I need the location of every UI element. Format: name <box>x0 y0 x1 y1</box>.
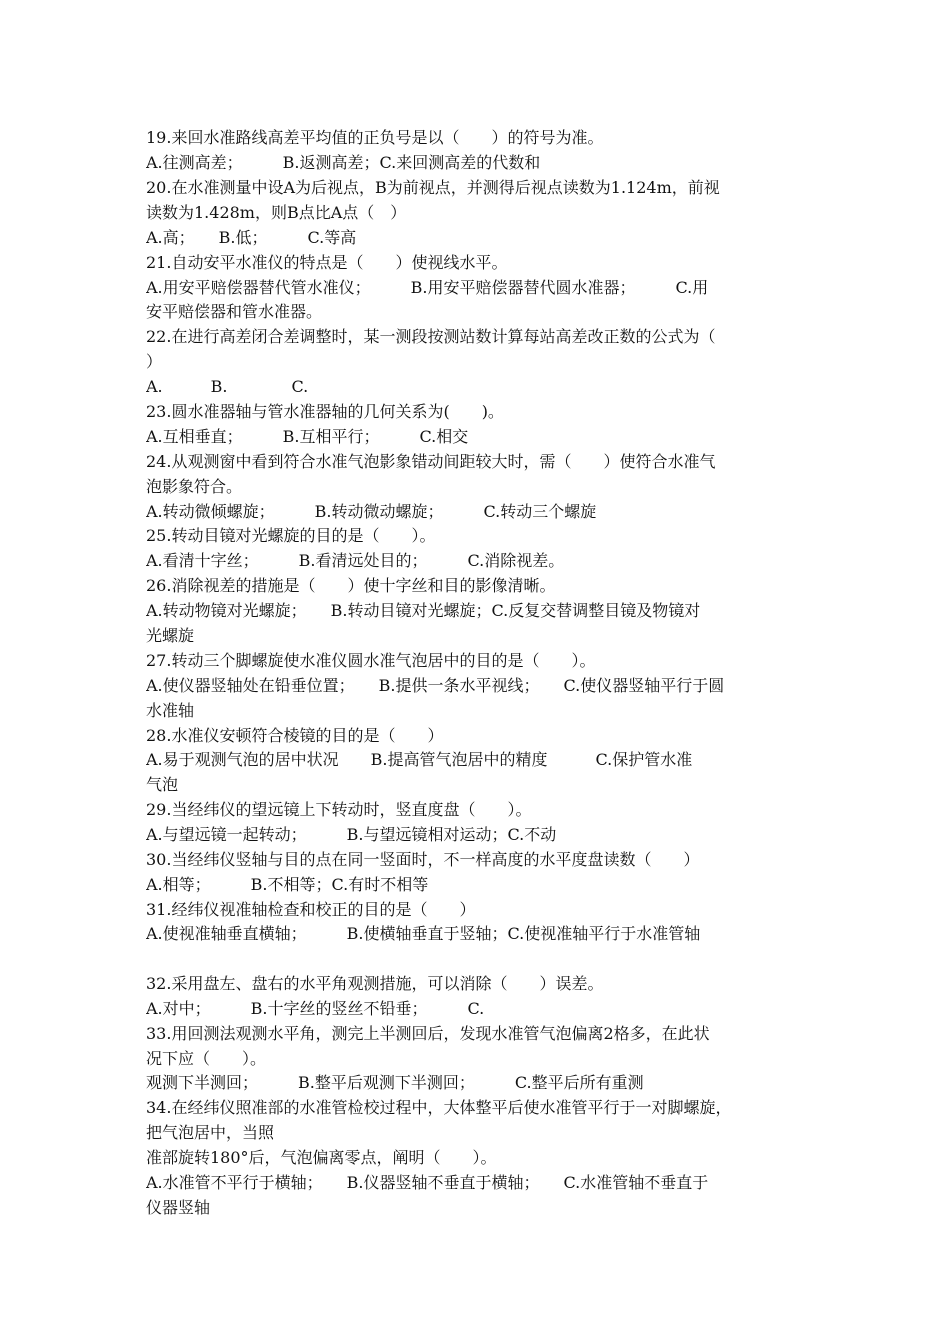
text-line: A.易于观测气泡的居中状况 B.提高管气泡居中的精度 C.保护管水准 <box>146 750 693 769</box>
text-line: A.互相垂直； B.互相平行； C.相交 <box>146 427 469 446</box>
text-line: A.转动微倾螺旋； B.转动微动螺旋； C.转动三个螺旋 <box>146 502 597 521</box>
text-line: A.转动物镜对光螺旋； B.转动目镜对光螺旋；C.反复交替调整目镜及物镜对 <box>146 601 701 620</box>
text-line: 30.当经纬仪竖轴与目的点在同一竖面时，不一样高度的水平度盘读数（ ） <box>146 850 700 869</box>
text-line: 水准轴 <box>146 701 195 720</box>
text-line: 34.在经纬仪照准部的水准管检校过程中，大体整平后使水准管平行于一对脚螺旋， <box>146 1098 732 1117</box>
text-line: 泡影象符合。 <box>146 477 243 496</box>
text-line: A.使仪器竖轴处在铅垂位置； B.提供一条水平视线； C.使仪器竖轴平行于圆 <box>146 676 725 695</box>
text-line: 安平赔偿器和管水准器。 <box>146 302 323 321</box>
text-line: 26.消除视差的措施是（ ）使十字丝和目的影像清晰。 <box>146 576 556 595</box>
text-line: 观测下半测回； B.整平后观测下半测回； C.整平后所有重测 <box>146 1073 644 1092</box>
text-line: 31.经纬仪视准轴检查和校正的目的是（ ） <box>146 900 476 919</box>
text-line: 32.采用盘左、盘右的水平角观测措施，可以消除（ ）误差。 <box>146 974 604 993</box>
text-line: 准部旋转180°后，气泡偏离零点，阐明（ ）。 <box>146 1148 497 1167</box>
text-line: 况下应（ ）。 <box>146 1049 267 1068</box>
text-line: 气泡 <box>146 775 179 794</box>
text-line: 25.转动目镜对光螺旋的目的是（ ）。 <box>146 526 436 545</box>
text-line: 21.自动安平水准仪的特点是（ ）使视线水平。 <box>146 253 508 272</box>
text-line: A.相等； B.不相等；C.有时不相等 <box>146 875 429 894</box>
text-line: A.水准管不平行于横轴； B.仪器竖轴不垂直于横轴； C.水准管轴不垂直于 <box>146 1173 709 1192</box>
text-line: 29.当经纬仪的望远镜上下转动时，竖直度盘（ ）。 <box>146 800 532 819</box>
text-line: A.看清十字丝； B.看清远处目的； C.消除视差。 <box>146 551 565 570</box>
text-line: ） <box>146 352 163 371</box>
text-line: A.对中； B.十字丝的竖丝不铅垂； C. <box>146 999 485 1018</box>
text-line: 24.从观测窗中看到符合水准气泡影象错动间距较大时，需（ ）使符合水准气 <box>146 452 716 471</box>
text-line: 20.在水准测量中设A为后视点，B为前视点，并测得后视点读数为1.124m，前视 <box>146 178 720 197</box>
text-line: A.与望远镜一起转动； B.与望远镜相对运动；C.不动 <box>146 825 557 844</box>
text-line: 28.水准仪安顿符合棱镜的目的是（ ） <box>146 726 444 745</box>
text-line: A.使视准轴垂直横轴； B.使横轴垂直于竖轴；C.使视准轴平行于水准管轴 <box>146 924 701 943</box>
text-line: 22.在进行高差闭合差调整时，某一测段按测站数计算每站高差改正数的公式为（ <box>146 327 716 346</box>
text-line: A.用安平赔偿器替代管水准仪； B.用安平赔偿器替代圆水准器； C.用 <box>146 278 709 297</box>
text-line: 33.用回测法观测水平角，测完上半测回后，发现水准管气泡偏离2格多，在此状 <box>146 1024 710 1043</box>
text-line: 19.来回水准路线高差平均值的正负号是以（ ）的符号为准。 <box>146 128 604 147</box>
text-line: 27.转动三个脚螺旋使水准仪圆水准气泡居中的目的是（ ）。 <box>146 651 596 670</box>
text-line: 23.圆水准器轴与管水准器轴的几何关系为( )。 <box>146 402 504 421</box>
text-line: 光螺旋 <box>146 626 195 645</box>
text-line: A.高； B.低； C.等高 <box>146 228 357 247</box>
text-line: 仪器竖轴 <box>146 1198 211 1217</box>
text-line: 把气泡居中，当照 <box>146 1123 275 1142</box>
text-line: A. B. C. <box>146 377 309 396</box>
text-line: 读数为1.428m，则B点比A点（ ） <box>146 203 407 222</box>
text-line: A.往测高差； B.返测高差；C.来回测高差的代数和 <box>146 153 541 172</box>
